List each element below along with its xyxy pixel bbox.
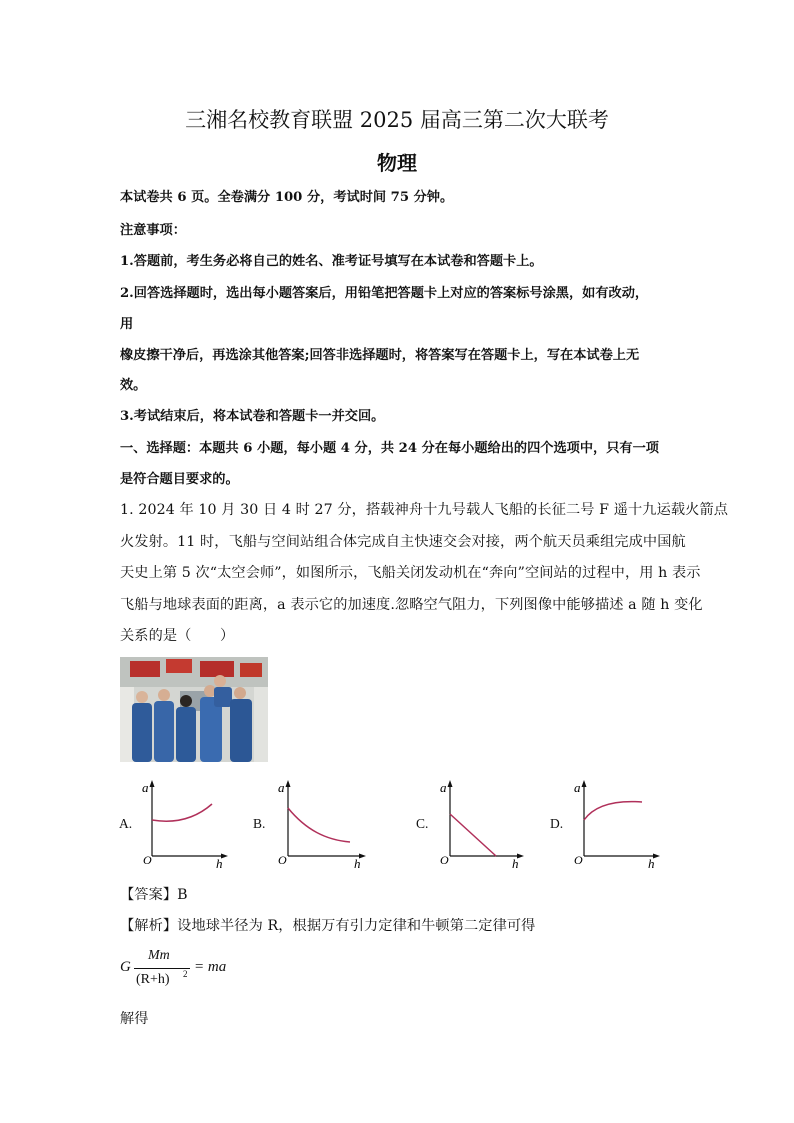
- option-b-curve: [288, 808, 350, 842]
- analysis-text: 设地球半径为 R，根据万有引力定律和牛顿第二定律可得: [177, 918, 536, 934]
- option-c-axis-h: h: [512, 856, 519, 868]
- option-c-curve: [450, 814, 496, 856]
- option-b-y-arrow: [286, 780, 291, 787]
- answer-line: [120, 884, 188, 904]
- option-b-axis-h: h: [354, 856, 361, 868]
- note-2-line-1: 2.回答选择题时，选出每小题答案后，用铅笔把答题卡上对应的答案标号涂黑，如有改动，: [120, 286, 649, 301]
- note-2-line-2: 用: [120, 317, 134, 332]
- option-c-axis-a: a: [440, 780, 447, 795]
- note-1: 1.答题前，考生务必将自己的姓名、准考证号填写在本试卷和答题卡上。: [120, 254, 543, 269]
- option-d-graph: [572, 776, 664, 868]
- exam-info: 本试卷共 6 页。全卷满分 100 分，考试时间 75 分钟。: [120, 190, 454, 205]
- gravitation-formula: [120, 948, 250, 992]
- option-b-label: B.: [253, 816, 266, 831]
- answer-value: B: [177, 887, 188, 903]
- answer-tag: 【答案】: [120, 887, 178, 903]
- option-d-origin: O: [574, 853, 583, 867]
- option-d-y-arrow: [582, 780, 587, 787]
- section-1-line-1: 一、选择题：本题共 6 小题，每小题 4 分，共 24 分在每小题给出的四个选项中，只有一项: [120, 441, 659, 456]
- notes-title: 注意事项：: [120, 223, 186, 238]
- option-a-axis-a: a: [142, 780, 149, 795]
- option-c-label: C.: [416, 816, 429, 831]
- analysis-line: [120, 915, 535, 935]
- formula-g: G: [120, 959, 131, 975]
- question-1-line-1: 1. 2024 年 10 月 30 日 4 时 27 分，搭载神舟十九号载人飞船的长征二号 F 遥十九运载火箭点: [120, 502, 729, 518]
- note-2-line-4: 效。: [120, 378, 147, 393]
- option-a-graph: [140, 776, 230, 868]
- option-a-axis-h: h: [216, 856, 223, 868]
- option-c-y-arrow: [448, 780, 453, 787]
- option-d-curve: [584, 802, 642, 820]
- note-3: 3.考试结束后，将本试卷和答题卡一并交回。: [120, 409, 385, 424]
- formula-rhs: = ma: [194, 959, 227, 975]
- option-b-graph: [276, 776, 368, 868]
- option-a-label: A.: [119, 816, 133, 831]
- option-b-origin: O: [278, 853, 287, 867]
- option-b-axis-a: a: [278, 780, 285, 795]
- formula-exponent: 2: [183, 969, 188, 979]
- question-1-line-3: 天史上第 5 次“太空会师”，如图所示，飞船关闭发动机在“奔向”空间站的过程中，用 h 表示: [120, 565, 701, 581]
- analysis-tag: 【解析】: [120, 918, 178, 934]
- question-1-line-2: 火发射。11 时，飞船与空间站组合体完成自主快速交会对接，两个航天员乘组完成中国航: [120, 534, 686, 550]
- subject-title: 物理: [377, 151, 417, 175]
- option-d-axis-a: a: [574, 780, 581, 795]
- astronaut-photo: [120, 657, 268, 762]
- formula-numerator: Mm: [148, 948, 170, 963]
- option-d-label: D.: [550, 816, 564, 831]
- note-2-line-3: 橡皮擦干净后，再选涂其他答案;回答非选择题时，将答案写在答题卡上，写在本试卷上无: [120, 348, 640, 363]
- option-c-origin: O: [440, 853, 449, 867]
- section-1-line-2: 是符合题目要求的。: [120, 472, 239, 487]
- option-a-origin: O: [143, 853, 152, 867]
- option-a-y-arrow: [150, 780, 155, 787]
- fraction-bar: [134, 968, 190, 969]
- question-1-line-4: 飞船与地球表面的距离，a 表示它的加速度.忽略空气阻力，下列图像中能够描述 a 随 h 变化: [120, 597, 703, 613]
- formula-denominator: (R+h): [136, 972, 170, 987]
- option-c-graph: [438, 776, 528, 868]
- page-title: 三湘名校教育联盟 2025 届高三第二次大联考: [185, 108, 609, 132]
- solve-label: 解得: [120, 1011, 149, 1027]
- option-d-axis-h: h: [648, 856, 655, 868]
- question-1-line-5: 关系的是（ ）: [120, 628, 235, 644]
- option-a-curve: [152, 804, 212, 821]
